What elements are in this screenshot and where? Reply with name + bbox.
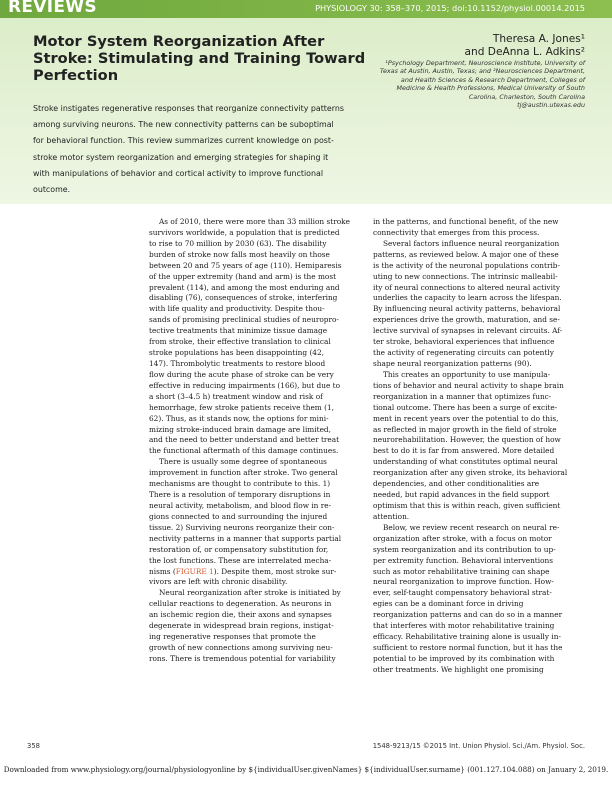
journal-reference: PHYSIOLOGY 30: 358–370, 2015; doi:10.1152/physiol.00014.2015 <box>315 3 585 13</box>
text-line: efficacy. Rehabilitative training alone is usually in- <box>373 632 561 642</box>
text-line: of the upper extremity (hand and arm) is the most <box>149 271 337 281</box>
body-column-left <box>149 217 363 665</box>
text-line: between 20 and 75 years of age (110). Hemiparesis <box>149 260 342 270</box>
text-line: prevalent (114), and among the most enduring and <box>149 282 340 292</box>
text-line: reorganization in a manner that optimizes func- <box>373 391 552 401</box>
text-line: a short (3–4.5 h) treatment window and risk of <box>149 391 323 401</box>
text-line: best to do it is far from answered. More detailed <box>373 446 555 456</box>
text-line: sands of promising preclinical studies of neuropro- <box>149 315 339 325</box>
text-line: the functional aftermath of this damage continues. <box>149 446 339 456</box>
text-line: understanding of what constitutes optimal neural <box>373 457 558 467</box>
text-line: dependencies, and other conditionalities are <box>373 479 540 489</box>
text-line: patterns, as reviewed below. A major one of these <box>373 249 559 259</box>
text-line: sufficient to restore normal function, but it has the <box>373 642 563 652</box>
section-label: REVIEWS <box>8 0 97 17</box>
text-line: is the activity of the neuronal populations contrib- <box>373 260 560 270</box>
text-line: neural activity, metabolism, and blood flow in re- <box>149 500 332 510</box>
abstract-line: for behavioral function. This review summarizes current knowledge on post- <box>33 136 334 146</box>
text-line: per extremity function. Behavioral interventions <box>373 555 554 565</box>
text-line: shape neural reorganization patterns (90). <box>373 358 532 368</box>
text-line: potential to be improved by its combination with <box>373 653 555 663</box>
text-line: attention. <box>373 511 410 521</box>
text-line: tissue. 2) Surviving neurons reorganize their con- <box>149 522 335 532</box>
text-line: rons. There is tremendous potential for variability <box>149 653 336 663</box>
abstract <box>33 101 383 198</box>
text-line: mechanisms are thought to contribute to this. 1) <box>149 479 331 489</box>
text-line: Neural reorganization after stroke is initiated by <box>159 588 341 598</box>
text-line: disabling (76), consequences of stroke, interfering <box>149 293 338 303</box>
text-line: an ischemic region die, their axons and synapses <box>149 610 332 620</box>
text-line: and the need to better understand and better treat <box>149 435 340 445</box>
text-line: neural reorganization to improve function. How- <box>373 577 554 587</box>
affiliation-line: Carolina, Charleston, South Carolina <box>468 92 585 101</box>
author-line: and DeAnna L. Adkins² <box>464 46 585 58</box>
text-line: tions of behavior and neural activity to shape brain <box>373 380 564 390</box>
text-line: As of 2010, there were more than 33 million stroke <box>159 217 350 226</box>
text-line: system reorganization and its contribution to up- <box>373 544 556 554</box>
article-title-line: Motor System Reorganization After <box>33 33 325 50</box>
text-line: ing regenerative responses that promote the <box>149 632 316 642</box>
text-line: survivors worldwide, a population that is predicted <box>149 227 340 237</box>
text-line: 147). Thrombolytic treatments to restore blood <box>149 358 326 368</box>
text-line: hemorrhage, few stroke patients receive them (1, <box>149 402 334 412</box>
article-title-line: Perfection <box>33 67 119 84</box>
text-line: growth of new connections among surviving neu- <box>149 642 333 652</box>
text-line: vivors are left with chronic disability. <box>149 577 288 587</box>
text-line: burden of stroke now falls most heavily on those <box>149 249 330 259</box>
text-line: nectivity patterns in a manner that supports partial <box>149 533 342 543</box>
abstract-line: outcome. <box>33 185 71 195</box>
text-line: with life quality and productivity. Despite thou- <box>149 304 325 314</box>
text-line: uting to new connections. The intrinsic malleabil- <box>373 271 558 281</box>
affiliation-line: Medicine & Health Professions, Medical University of South <box>396 84 585 93</box>
article-title <box>33 33 366 84</box>
text-line: that interferes with motor rehabilitative training <box>373 621 555 631</box>
text-line: as reflected in major growth in the field of stroke <box>373 424 557 434</box>
text-line: optimism that this is within reach, given sufficient <box>373 500 561 510</box>
abstract-line: with manipulations of behavior and cortical activity to improve functional <box>33 168 324 178</box>
text-line: lective survival of synapses in relevant circuits. Af- <box>373 326 563 336</box>
text-line: 62). Thus, as it stands now, the options for mini- <box>149 413 329 423</box>
article-title-line: Stroke: Stimulating and Training Toward <box>33 50 366 67</box>
text-line: reorganization patterns and can do so in a manner <box>373 610 563 620</box>
figure-link[interactable]: FIGURE 1 <box>175 566 214 576</box>
download-notice: Downloaded from www.physiology.org/journal/physiologyonline by ${individualUser.givenNames} ${individualUser.surname} (001.127.104.088) on January 2, 2019. <box>3 765 609 774</box>
text-line: the lost functions. These are interrelated mecha- <box>149 555 332 565</box>
text-line: There is a resolution of temporary disruptions in <box>149 490 331 500</box>
text-line: from stroke, their effective translation to clinical <box>149 337 331 347</box>
text-line: By influencing neural activity patterns, behavioral <box>373 304 561 314</box>
text-line: ment in recent years over the potential to do this, <box>373 413 559 423</box>
text-line: other treatments. We highlight one promising <box>373 664 544 674</box>
text-line: tective treatments that minimize tissue damage <box>149 326 328 336</box>
affiliation-line: and Health Sciences & Research Department, Colleges of <box>400 75 585 84</box>
text-line: degenerate in widespread brain regions, instigat- <box>149 621 334 631</box>
text-line: reorganization after any given stroke, its behavioral <box>373 468 568 478</box>
text-line: organization after stroke, with a focus on motor <box>373 533 552 543</box>
authors <box>465 33 586 59</box>
text-line: improvement in function after stroke. Two general <box>149 468 338 478</box>
text-line: ter stroke, behavioral experiences that influence <box>373 337 555 347</box>
text-line: mizing stroke-induced brain damage are limited, <box>149 424 331 434</box>
text-line: ever, self-taught compensatory behavioral strat- <box>373 588 552 598</box>
text-line: nisms (FIGURE 1). Despite them, most stroke sur- <box>149 566 337 576</box>
header-band <box>0 0 612 18</box>
text-line: flow during the acute phase of stroke can be very <box>149 369 334 379</box>
text-line: underlies the capacity to learn across the lifespan. <box>373 293 562 303</box>
page-number: 358 <box>27 742 40 750</box>
text-line: to rise to 70 million by 2030 (63). The disability <box>149 238 327 248</box>
text-line: Below, we review recent research on neural re- <box>383 522 560 532</box>
text-line: cellular reactions to degeneration. As neurons in <box>149 599 332 609</box>
text-line: neurorehabilitation. However, the question of how <box>373 435 561 445</box>
author-line: Theresa A. Jones¹ <box>492 33 585 45</box>
text-line: experiences drive the growth, maturation, and se- <box>373 315 560 325</box>
body-column-right <box>373 217 585 676</box>
text-line: Several factors influence neural reorganization <box>383 238 560 248</box>
text-line: effective in reducing impairments (166), but due to <box>149 380 341 390</box>
text-line: in the patterns, and functional benefit, of the new <box>373 217 559 226</box>
text-line: tional outcome. There has been a surge of excite- <box>373 402 558 412</box>
text-line: connectivity that emerges from this process. <box>373 227 540 237</box>
abstract-line: Stroke instigates regenerative responses that reorganize connectivity patterns <box>33 104 344 113</box>
abstract-line: among surviving neurons. The new connectivity patterns can be suboptimal <box>33 120 334 130</box>
text-line: the activity of regenerating circuits can potently <box>373 348 554 358</box>
text-line: ity of neural connections to altered neural activity <box>373 282 561 292</box>
text-line: such as motor rehabilitative training can shape <box>373 566 550 576</box>
contact-email[interactable]: tj@austin.utexas.edu <box>517 101 585 110</box>
abstract-line: stroke motor system reorganization and emerging strategies for shaping it <box>33 152 329 162</box>
affiliations <box>380 59 585 109</box>
affiliation-line: ¹Psychology Department, Neuroscience Institute, University of <box>385 59 585 67</box>
text-line: egies can be a dominant force in driving <box>373 599 524 609</box>
issn-copyright: 1548-9213/15 ©2015 Int. Union Physiol. Sci./Am. Physiol. Soc. <box>372 742 585 750</box>
text-line: restoration of, or compensatory substitution for, <box>149 544 329 554</box>
text-line: stroke populations has been disappointing (42, <box>149 348 324 358</box>
text-line: There is usually some degree of spontaneous <box>159 457 327 467</box>
text-line: gions connected to and surrounding the injured <box>149 511 328 521</box>
text-line: needed, but rapid advances in the field support <box>373 490 550 500</box>
text-line: This creates an opportunity to use manipula- <box>383 369 551 379</box>
affiliation-line: Texas at Austin, Austin, Texas; and ²Neurosciences Department, <box>379 67 585 76</box>
